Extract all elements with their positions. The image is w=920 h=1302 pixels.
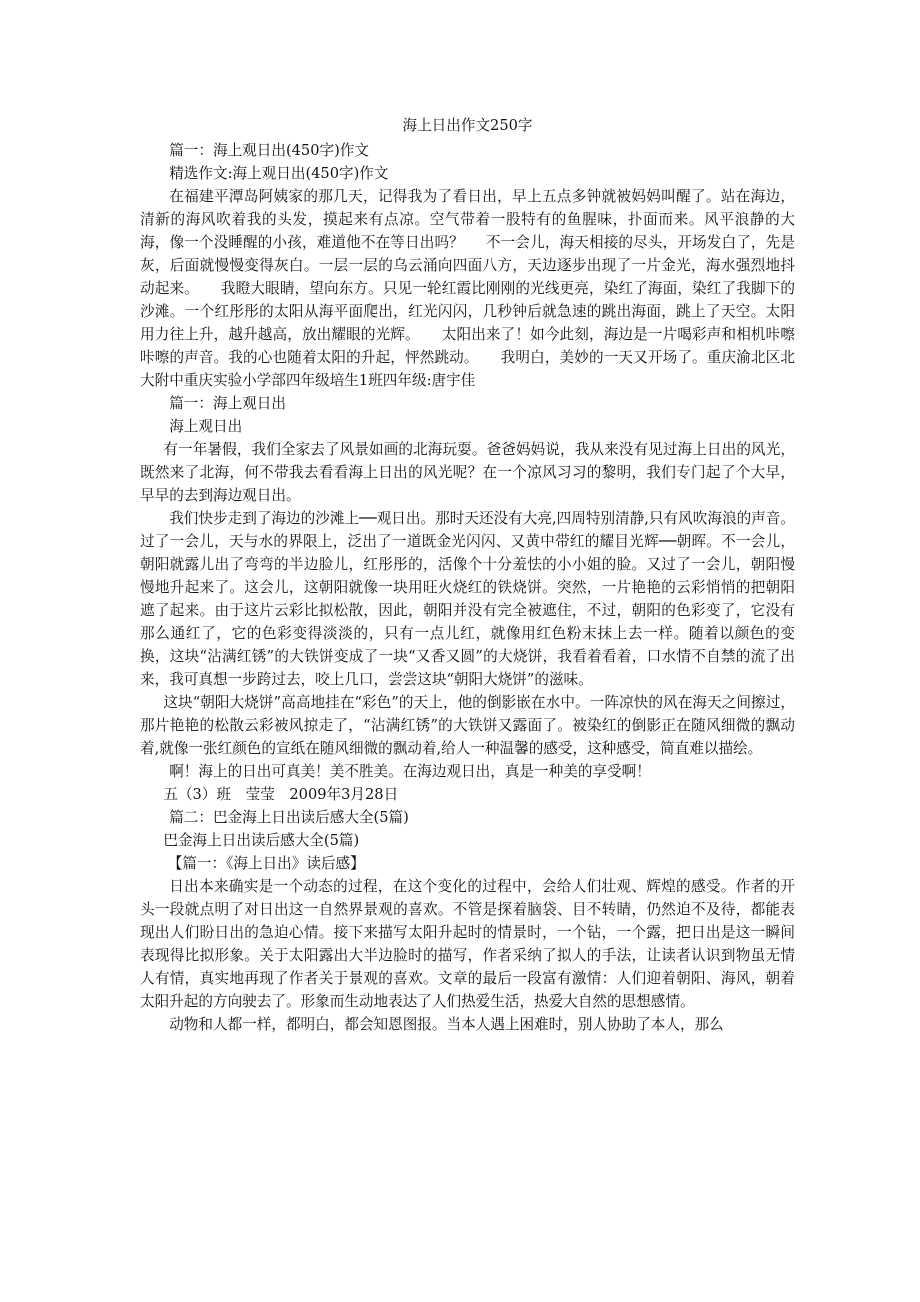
section-heading-3: 篇二：巴金海上日出读后感大全(5篇): [169, 809, 409, 826]
section-heading-1: 篇一：海上观日出(450字)作文: [169, 142, 369, 159]
text-run: 太阳出来了！如今此刻，海边是一片喝彩声和相机咔嚓咔嚓的声音。我的心也随着太阳的升起，怦然跳动。: [140, 326, 795, 366]
article-subheading: 【篇一：《海上日出》读后感】: [167, 855, 365, 872]
article-paragraph-4: 这块“朝阳大烧饼”高高地挂在“彩色”的天上，他的倒影嵌在水中。一阵凉快的风在海天之间擦过，那片艳艳的松散云彩被风掠走了，“沾满红锈”的大铁饼又露面了。被染红的倒影正在随风细微的飘动着,就像一张红颜色的宣纸在随风细微的飘动着,给人一种温馨的感受，这种感受，简直难以描绘。: [140, 694, 795, 757]
section-heading-2: 篇一：海上观日出: [169, 395, 286, 412]
article-paragraph-3: 我们快步走到了海边的沙滩上──观日出。那时天还没有大亮,四周特别清静,只有风吹海浪的声音。过了一会儿，天与水的界限上，泛出了一道既金光闪闪、又黄中带红的耀目光辉──朝晖。不一会儿，朝阳就露儿出了弯弯的半边脸儿，红彤彤的，活像个十分羞怯的小小姐的脸。又过了一会儿，朝阳慢慢地升起来了。这会儿，这朝阳就像一块用旺火烧红的铁烧饼。突然，一片艳艳的云彩悄悄的把朝阳遮了起来。由于这片云彩比拟松散，因此，朝阳并没有完全被遮住，不过，朝阳的色彩变了，它没有那么通红了，它的色彩变得淡淡的，只有一点儿红，就像用红色粉末抹上去一样。随着以颜色的变换，这块“沾满红锈”的大铁饼变成了一块“又香又圆”的大烧饼，我看着看着，口水情不自禁的流了出来，我可真想一步跨过去，咬上几口，尝尝这块“朝阳大烧饼”的滋味。: [140, 510, 795, 688]
article-paragraph-1: [140, 185, 795, 392]
article-paragraph-7: 动物和人都一样，都明白，都会知恩图报。当本人遇上困难时，别人协助了本人，那么: [169, 1016, 724, 1033]
article-subtitle-3: 巴金海上日出读后感大全(5篇): [163, 832, 360, 849]
text-run: 在福建平潭岛阿姨家的那几天，记得我为了看日出，早上五点多钟就被妈妈叫醒了。站在海边，清新的海风吹着我的头发，摸起来有点凉。空气带着一股特有的鱼腥味，扑面而来。风平浪静的大海，像一个没睡醒的小孩，难道他不在等日出吗？: [140, 188, 795, 251]
article-paragraph-5: 啊！海上的日出可真美！美不胜美。在海边观日出，真是一种美的享受啊！: [169, 763, 651, 780]
article-subtitle-1: 精选作文:海上观日出(450字)作文: [169, 165, 389, 182]
article-paragraph-6: 日出本来确实是一个动态的过程，在这个变化的过程中，会给人们壮观、辉煌的感受。作者的开头一段就点明了对日出这一自然界景观的喜欢。不管是探着脑袋、目不转睛，仍然迫不及待，都能表现出人们盼日出的急迫心情。接下来描写太阳升起时的情景时，一个钻，一个露，把日出是这一瞬间表现得比拟形象。关于太阳露出大半边脸时的描写，作者采纳了拟人的手法，让读者认识到物虽无情人有情，真实地再现了作者关于景观的喜欢。文章的最后一段富有激情：人们迎着朝阳、海风，朝着太阳升起的方向驶去了。形象而生动地表达了人们热爱生活，热爱大自然的思想感情。: [140, 878, 795, 1010]
article-signature: 五（3）班 莹莹 2009年3月28日: [163, 786, 399, 803]
text-run: 不一会儿，海天相接的尽头，开场发白了，先是灰，后面就慢慢变得灰白。一层一层的乌云涌向四面八方，天边逐步出现了一片金光，海水强烈地抖动起来。: [140, 234, 795, 297]
text-run: 我明白，美妙的一天又开场了。重庆渝北区北大附中重庆实验小学部四年级培生1班四年级:唐宇佳: [140, 349, 795, 389]
document-page: [140, 0, 795, 1036]
text-run: 我瞪大眼睛，望向东方。只见一轮红霞比刚刚的光线更亮，染红了海面，染红了我脚下的沙滩。一个红彤彤的太阳从海平面爬出，红光闪闪，几秒钟后就急速的跳出海面，跳上了天空。太阳用力往上升，越升越高，放出耀眼的光辉。: [140, 280, 795, 343]
article-paragraph-2: 有一年暑假，我们全家去了风景如画的北海玩耍。爸爸妈妈说，我从来没有见过海上日出的风光，既然来了北海，何不带我去看看海上日出的风光呢？在一个凉风习习的黎明，我们专门起了个大早，早早的去到海边观日出。: [140, 441, 795, 504]
document-title: 海上日出作文250字: [402, 117, 533, 134]
article-subtitle-2: 海上观日出: [169, 418, 243, 435]
